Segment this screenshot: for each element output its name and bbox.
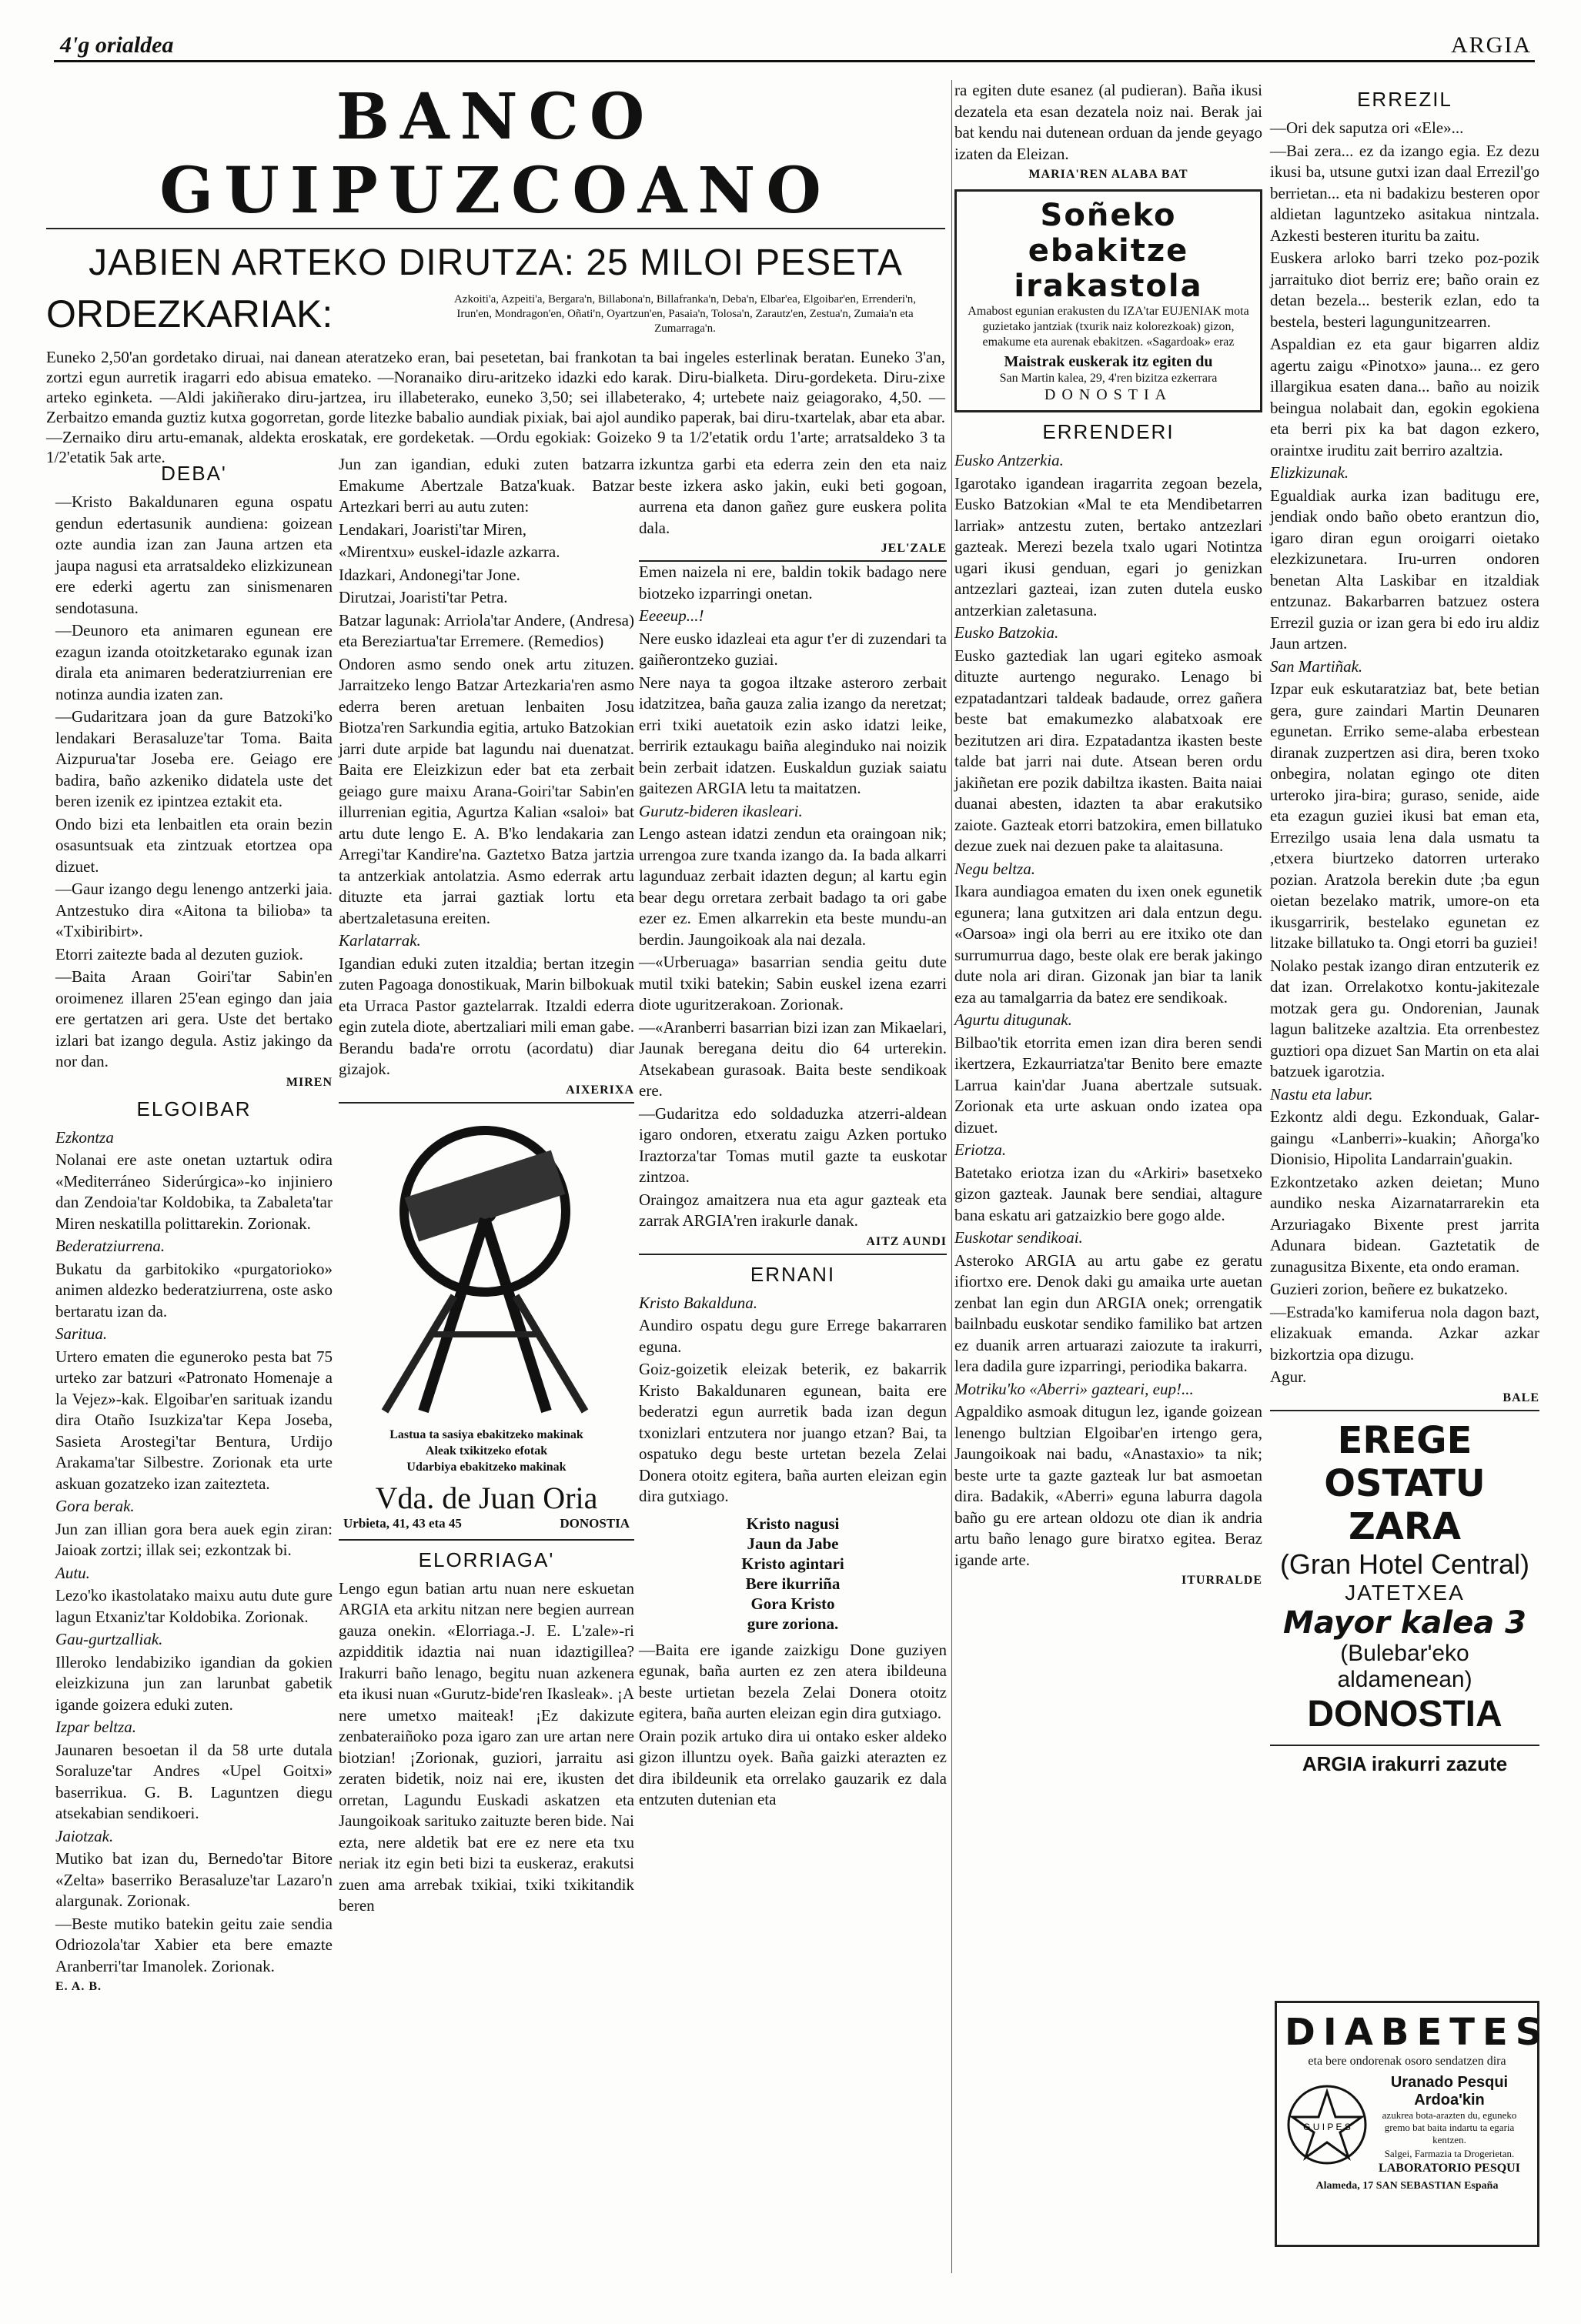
paragraph: Lendakari, Joaristi'tar Miren, [339, 519, 527, 539]
paragraph: Bilbao'tik etorrita emen izan dira beren sendi ikertzera, Ezkaurriatza'tar Benito bere emazte Larrua kain'dar Juana abertzale sutsuak. Zorionak eta urte askuan ondo izatea opa dizuet. [954, 1033, 1262, 1137]
subheading: Eusko Batzokia. [954, 623, 1059, 642]
paragraph: Izpar euk eskutaratziaz bat, bete betian gera, gure zaindari Martin Deunaren egunetan. Erriko seme-alaba erbestean diranak zuzpertzen asi dira, beren txoko onbegira, nolatan egingo ote diten urteroko jira-bira; guraso, senide, aide eta ezagun guziei ikusi bat eman eta, Errezilgo usaia lena dala usmatu ta ,etxera biurtzeko datorren urterako pozian. Aratzola berekin dute ;ba egun oietan bezelako matrik, umore-on eta ikusgarririk, bestelako egunetan ez litzake billatuko ta. Ongi etorri ba guziei! [1270, 680, 1539, 952]
chaff-cutter-image [339, 1104, 634, 1427]
argia-read: ARGIA irakurri zazute [1270, 1745, 1539, 1776]
hotel-street: Mayor kalea 3 [1283, 1604, 1526, 1641]
paragraph: Emen naizela ni ere, baldin tokik badago nere biotzeko izparringi onetan. [639, 563, 947, 603]
paragraph: Guzieri zorion, beñere ez bukatzeko. [1270, 1280, 1509, 1298]
paragraph: Ezkontz aldi degu. Ezkonduak, Galar-gaingu «Lanberri»-kuakin; Añorga'ko Dionisio, Hipolita Landarrain'guakin. [1270, 1107, 1539, 1168]
section-title-elgoibar: ELGOIBAR [136, 1097, 252, 1120]
column-2 [339, 454, 634, 2278]
section-title-errezil: ERREZIL [1357, 88, 1452, 111]
page-header [54, 29, 1535, 62]
page-number: 4'g orialdea [60, 32, 174, 58]
signature: MARIA'REN ALABA BAT [1028, 168, 1188, 181]
section-title-errenderi: ERRENDERI [1042, 420, 1175, 443]
ad-title: Soñeko ebakitze irakastola [1014, 198, 1203, 304]
paragraph: —Deunoro eta animaren egunean ere ezagun izanda otoitzketarako egunak izan dirala eta animaren bederatziurrenian ere notinza aundia izaten zan. [55, 621, 333, 703]
bank-advertisement [46, 80, 945, 466]
advertiser-address [339, 1516, 634, 1531]
ad-line: Udarbiya ebakitzeko makinak [406, 1460, 567, 1474]
signature: ITURRALDE [1181, 1574, 1262, 1587]
subheading: Nastu eta labur. [1270, 1084, 1373, 1104]
column-3 [639, 454, 947, 2278]
bank-capital: JABIEN ARTEKO DIRUTZA: 25 MILOI PESETA [89, 242, 903, 283]
subheading: Karlatarrak. [339, 931, 421, 950]
paragraph: Oraingoz amaitzera nua eta agur gazteak eta zarrak ARGIA'ren irakurle danak. [639, 1190, 947, 1230]
verse-line: Bere ikurriña [745, 1574, 841, 1593]
verse-line: Jaun da Jabe [747, 1534, 839, 1553]
paragraph: Lezo'ko ikastolatako maixu autu dute gure lagun Etxaniz'tar Koldobika. Zorionak. [55, 1586, 333, 1626]
paragraph: —Ori dek saputza ori «Ele»... [1270, 119, 1464, 137]
paragraph: Urtero ematen die eguneroko pesta bat 75 urteko zar batzuri «Patronato Homenaje a la Vejez»-kak. Elgoibar'en sarituak izandu dira Otaño Isuzkiza'tar Kepa Joseba, Sasieta Arostegi'tar Bentura, Urdijo Arakama'tar Silbestre. Zorionak eta urte askuan gozatzeko izan zaitezteta. [55, 1347, 333, 1493]
subheading: Gurutz-bideren ikasleari. [639, 801, 803, 820]
paragraph: Egualdiak aurka izan baditugu ere, jendiak ondo baño obeto erantzun dio, igaro diran egun oroigarri oietako elezkizunetara. Iru-urren ondoren benetan Alta Laskibar en itzaldiak entzunaz. Bakarbarren batzuez ostera Errezil guzia or izan gera bi edo iru aldiz Jaun artzen. [1270, 486, 1539, 653]
subheading: Motriku'ko «Aberri» gazteari, eup!... [954, 1379, 1194, 1398]
machine-ad-text [339, 1427, 634, 1475]
reps-towns: Azkoiti'a, Azpeiti'a, Bergara'n, Billabona'n, Billafranka'n, Deba'n, Elbar'ea, Elgoibar'en, Errenderi'n, Irun'en, Mondragon'en, Oñati'n, Oyartzun'en, Pasaia'n, Tolosa'n, Zarautz'en, Zestua'n, Zumaia'n eta Zumarraga'n. [453, 292, 917, 335]
diabetes-body [1285, 2074, 1529, 2175]
paragraph: Nere eusko idazleai eta agur t'er di zuzendari ta gaiñerontzeko guziai. [639, 629, 947, 669]
subheading: San Martiñak. [1270, 656, 1363, 676]
paragraph: Jun zan igandian, eduki zuten batzarra Emakume Abertzale Batza'kuak. Batzar Artezkari berri au autu zuten: [339, 455, 634, 516]
paragraph: Ezkontzetako azken deietan; Muno aundiko neska Aizarnatarrarekin eta Arzuriagako Bixente prest jarrita Adunara bidean. Gaztetatik de zunagusitza Bixente, eta ondo eraman. [1270, 1172, 1539, 1276]
bank-representatives [46, 292, 945, 336]
hotel-subtitle: (Gran Hotel Central) [1279, 1548, 1530, 1580]
divider [339, 1539, 634, 1541]
paragraph: —Gudaritza edo soldaduzka atzerri-aldean igaro ondoren, etxeratu zaigu Azken portuko Iraztorza'tar Tomas mutil gazte ta euskotar zintzoa. [639, 1104, 947, 1186]
subheading: Euskotar sendikoai. [954, 1228, 1083, 1247]
subheading: Bederatziurrena. [55, 1237, 165, 1255]
paragraph: Etorri zaitezte bada al dezuten guziok. [55, 944, 303, 963]
paragraph: —Kristo Bakaldunaren eguna ospatu gendun edertasunik aundiena: goizean ozte aundia izan zan Jauna artzen eta jaupa nagusi eta arratsaldeko elizkizunean ere ederki agertu zan sinismenaren sendotasuna. [55, 493, 333, 617]
subheading: Izpar beltza. [55, 1718, 136, 1736]
paragraph: Igarotako igandean iragarrita zegoan bezela, Eusko Batzokian «Mal te eta Mendibetarren larriak» antzestu zuten, bertako antzezlari gazteak. Merezi bezela txalo ugari Notintza ugari ikusi genduan, egari jo genizkan antzezlari gazteai, izan zuten dutela eusko antzerkian zaletasuna. [954, 473, 1262, 619]
verse-line: gure zoriona. [747, 1614, 839, 1633]
column-1 [55, 454, 333, 2278]
advertiser-name: Vda. de Juan Oria [375, 1480, 598, 1515]
paragraph: —«Urberuaga» basarrian sendia geitu dute mutil txiki batekin; Sabin euskel izena ezarri diote uguritzerakoan. Zorionak. [639, 953, 947, 1013]
paragraph: ra egiten dute esanez (al pudieran). Baña ikusi dezatela eta esan dezatela noiz nai. Berak jai bat kendu nai dutenean orduan da jende geyago izaten da Eleizan. [954, 81, 1262, 163]
section-title-elorriaga: ELORRIAGA' [418, 1548, 555, 1571]
divider [1270, 1410, 1539, 1411]
paragraph: —«Aranberri basarrian bizi izan zan Mikaelari, Jaunak beregana deitu dio 64 urterekin. Atsekabean gurasoak. Baita beste sendikoak ere. [639, 1017, 947, 1100]
paragraph: Aundiro ospatu degu gure Errege bakarraren eguna. [639, 1316, 947, 1356]
paragraph: —Estrada'ko kamiferua nola dagon bazt, elizakuak emanda. Azkar azkar bizkortzia opa dizugu. [1270, 1302, 1539, 1364]
diabetes-title: DIABETES [1285, 2011, 1550, 2054]
subheading: Gau-gurtzalliak. [55, 1630, 163, 1648]
column-5 [1270, 80, 1550, 2278]
paragraph: Orain pozik artuko dira ui ontako esker aldeko gizon illuntzu oyek. Baña gaizki aterazten ez dira ibildeunik eta orrelako gauzarik ez dala entzuten dutenian eta [639, 1726, 947, 1808]
subheading: Autu. [55, 1563, 90, 1582]
sewing-school-ad [954, 189, 1262, 412]
hotel-city: DONOSTIA [1307, 1693, 1502, 1735]
paragraph: Bukatu da garbitokiko «purgatorioko» animen aldezko bederatziurrena, oste asko bertaratu izan da. [55, 1259, 333, 1321]
product-name: Uranado Pesqui Ardoa'kin [1390, 2074, 1509, 2109]
subheading: Agurtu ditugunak. [954, 1010, 1072, 1029]
subheading: Elizkizunak. [1270, 463, 1349, 482]
paragraph: Ondoren asmo sendo onek artu zituzen. Jarraitzeko lengo Batzar Artezkaria'ren asmo ederra beren aretuan lenbaiten Josu Biotza'ren Sarkundia egitia, artuko Batzokian jarri dute arpide bat lagundu nai duenatzat. Baita ere Eleizkizun eder bat eta zerbait geiago gure maixu Arana-Goiri'tar Sabin'en illurrenian egitia, Agurtza Kalian «saloi» bat artu dute lengo E. A. B'ko lendakaria zan Arregi'tar Kandire'na. Gaztetxo Batza jartzia ta antzerkiak antolatzia. Asmo ederrak artu dituzte eta jarrai gaztiak lortu eta abertzaletasuna ereiten. [339, 654, 634, 927]
paragraph: Nolanai ere aste onetan uztartuk odira «Mediterráneo Siderúrgica»-ko injiniero dan Zendoia'tar Koldobika, ta Zabaleta'tar Miren neskatilla polittarekin. Zorionak. [55, 1150, 333, 1233]
paragraph: Batetako eriotza izan du «Arkiri» basetxeko gizon gazteak. Jaunak bere sendiai, altagure bana eskatu ari gatzaizkio bere gogo alde. [954, 1163, 1262, 1224]
reps-label: ORDEZKARIAK: [46, 292, 333, 336]
paragraph: Idazkari, Andonegi'tar Jone. [339, 565, 520, 584]
section-title-deba: DEBA' [161, 462, 227, 485]
paragraph: Dirutzai, Joaristi'tar Petra. [339, 588, 508, 606]
product-sale: Salgei, Farmazia ta Drogerietan. [1384, 2148, 1515, 2159]
paragraph: Illeroko lendabiziko igandian da gokien eleizkizuna jun zan larunbat gabetik igande goizera eduki zuten. [55, 1652, 333, 1714]
paragraph: Goiz-goizetik eleizak beterik, ez bakarrik Kristo Bakaldunaren egunean, baita ere bederatzi egun aurretik bada izan degun txonizlari entzutera nor juango etzan? Bai, ta ospatuko degu beste urtetan bezela Zelai Donera otoitz egitera, baña aurten eleizan egin dira gutxiago. [639, 1360, 947, 1505]
column-divider [951, 80, 952, 2273]
product-desc: azukrea bota-arazten du, eguneko gremo bat baita indartu ta egaria kentzen. [1382, 2109, 1517, 2145]
paragraph: Igandian eduki zuten itzaldia; bertan itzegin zuten Pagoaga donostikuak, Marin bilbokuak eta Urraca Pastor gaztelarrak. Itzaldi ederra egin zutela diote, abertzaliari mili eman gabe. Berandu bada're orrotu (acordatu) diar gizajok. [339, 953, 634, 1078]
diabetes-address: Alameda, 17 SAN SEBASTIAN España [1315, 2180, 1499, 2192]
star-logo-icon [1285, 2082, 1369, 2167]
column-4 [954, 80, 1262, 2278]
hotel-jatetxea: JATETXEA [1345, 1580, 1465, 1604]
signature: BALE [1502, 1391, 1539, 1404]
subheading: Negu beltza. [954, 859, 1035, 878]
paragraph: Aspaldian ez eta gaur bigarren aldiz agertu zaigu «Pinotxo» jauna... ez gero illargikua esaten dana... baño au noizik beingua nolabait dan, egokin egokiena eta berri pix ka bat dagon ezkero, oraintxe iruditu zait berriro azaltzia. [1270, 335, 1539, 459]
paragraph: Ikara aundiagoa ematen du ixen onek egunetik egunera; lana gutxitzen ari dala entzun degu. «Oarsoa» ingi ola berri au ere itxiko ote dan surrumurrua dago, beste olak ere berak jakingo dute nola ari diran. Gizonak jan biar ta lanik eza au tamalgarria da batez ere sendikoak. [954, 882, 1262, 1007]
verse-line: Kristo nagusi [746, 1514, 840, 1533]
paragraph: —Gaur izango degu lenengo antzerki jaia. Antzestuko dira «Aitona ta bilioba» ta «Txibiribirt». [55, 880, 333, 940]
paragraph: Jaunaren besoetan il da 58 urte dutala Soraluze'tar Andres «Upel Goitxi» baserrikua. G. B. Laguntzen diegu atsekabian sendikoeri. [55, 1740, 333, 1822]
subheading: Gora berak. [55, 1497, 135, 1515]
hotel-note: (Bulebar'eko aldamenean) [1337, 1640, 1472, 1692]
paragraph: «Mirentxu» euskel-idazle azkarra. [339, 543, 560, 561]
subheading: Saritua. [55, 1324, 108, 1343]
subheading: Jaiotzak. [55, 1826, 114, 1845]
laboratory: LABORATORIO PESQUI [1379, 2162, 1520, 2175]
bank-title: BANCO GUIPUZCOANO [46, 80, 945, 229]
paragraph: Batzar lagunak: Arriola'tar Andere, (Andresa) eta Bereziartua'tar Erremere. (Remedios) [339, 610, 634, 650]
paragraph: Agpaldiko asmoak ditugun lez, igande goizean lenengo bultzian Elgoibar'en irtengo gera, Jaungoikoak nai badu, «Anastaxio» ta nik; beste urte ta gazte gazteak lur bat asmoetan dira. Badakik, «Aberri» eguna laburra dagola baño gu ere artean oldozu ote dian ik andria artu baño lenago gure biratxo egitea. Beraz igande arte. [954, 1402, 1262, 1569]
masthead-argia: ARGIA [1451, 32, 1532, 58]
deba-article [55, 492, 333, 1073]
paragraph: —Beste mutiko batekin geitu zaie sendia Odriozola'tar Xabier eta bere emazte Aranberri'tar Imanolek. Zorionak. [55, 1914, 333, 1975]
diabetes-line: eta bere ondorenak osoro sendatzen dira [1308, 2055, 1506, 2068]
paragraph: Mutiko bat izan du, Bernedo'tar Bitore «Zelta» baserriko Berasaluze'tar Lazaro'n alargunak. Zorionak. [55, 1849, 333, 1910]
subheading: Eusko Antzerkia. [954, 451, 1064, 469]
paragraph: Agur. [1270, 1367, 1307, 1386]
paragraph: Asteroko ARGIA au artu gabe ez geratu ifiortxo ere. Denok daki gu amaika urte auetan zenbat lan egin dun ARGIA onek; orrengatik bailnbadu euskotar sendiko familiko bat artzen ez duanik arren artuarazi zaiozute ta irakurri, lera dadila gure izparringi, periodika bakarra. [954, 1250, 1262, 1375]
ad-line: Lastua ta sasiya ebakitzeko makinak [389, 1427, 583, 1441]
verse-line: Gora Kristo [750, 1594, 835, 1613]
signature: AITZ AUNDI [866, 1234, 947, 1248]
paragraph: Jun zan illian gora bera auek egin ziran: Jaioak zortzi; illak sei; ezkontzak bi. [55, 1519, 333, 1559]
signature: JEL'ZALE [881, 542, 947, 555]
paragraph: izkuntza garbi eta ederra zein den eta naiz beste izkera asko jakin, euki beti gogoan, aurrena eta danon gañez gure euskera polita dala. [639, 455, 947, 537]
paragraph: —Gudaritzara joan da gure Batzoki'ko lendakari Berasaluze'tar Toma. Baita Aizpurua'tar Joseba ere. Geiago ere badira, baño azkeniko didatela uste det beren izenik ez ipintzea eztakit eta. [55, 707, 333, 810]
ad-note: Maistrak euskerak itz egiten du [1004, 353, 1213, 370]
elgoibar-article [55, 1127, 333, 1978]
signature: E. A. B. [55, 1980, 102, 1993]
hotel-title: EREGE OSTATU ZARA [1324, 1418, 1486, 1548]
verse [639, 1514, 947, 1634]
ad-line: Aleak txikitzeko efotak [425, 1444, 548, 1458]
paragraph: Eeeeup...! [639, 606, 704, 625]
diabetes-ad [1275, 2001, 1550, 2247]
paragraph: Ondo bizi eta lenbaitlen eta orain bezin osasuntsuak eta zintzuak etortzea opa dizuet. [55, 814, 333, 876]
subheading: Kristo Bakalduna. [639, 1293, 758, 1312]
hotel-ad [1270, 1419, 1539, 1776]
paragraph: Nere naya ta gogoa iltzake asteroro zerbait idatzitzea, baña gauza zalia izango da neretzat; erri txiki auetatoik ezin asko idatzi leike, berririk eztaukagu baiña aleginduko nai noizik bein zerbait idatzen. Euskaldun guziak saiatu gaitezen ARGIA letu ta maitatzen. [639, 673, 947, 797]
machine-illustration [339, 1104, 634, 1427]
ad-address: San Martin kalea, 29, 4'ren bizitza ezkerrara [999, 372, 1218, 385]
section-title-ernani: ERNANI [750, 1262, 836, 1286]
paragraph: Nolako pestak izango diran entzuterik ez dat izan. Orrelakotxo kontu-jakitezale motzak gera gu. Ondorenian, Jaunak lagun balitzeke azaltzia. Eta orrenbestez guztiori opa dizuet San Martin on eta alai batzuek igarotzia. [1270, 956, 1539, 1080]
subheading: Ezkontza [55, 1127, 114, 1147]
paragraph: —Baita Araan Goiri'tar Sabin'en oroimenez illaren 25'ean egingo dan jaia ere gertatzen ari gera. Uste det bertako izlari bat izango degula. Astiz jakingo da nor dan. [55, 967, 333, 1070]
paragraph: Eusko gaztediak lan ugari egiteko asmoak dituzte aurtengo negurako. Lenago bi ezpatadantzari taldeak badaude, orrez gañera beste bat emakumezko alabatxoak ere bezitutzen ari dira. Ezpatadantza ikasten beste talde bat jarri nai dute. Atsean beren ordu jakiñetan ere pozik dabiltza ikasten. Baita naiai duanai abesten, idazten ta abar erakutsiko zaiote. Gazteak etorri batzokira, emen billatuko dezue zuek nai dezuen pake ta alaitasuna. [954, 646, 1262, 855]
bank-body: Euneko 2,50'an gordetako diruai, nai danean ateratzeko eran, bai pesetetan, bai frankotan ta bai ingeles esterlinak beratan. Euneko 3'an, zortzi egun aurretik iragarri edo abisua emateko. —Noranaiko diru-aritzeko idazki edo karak. Diru-bialketa. Diru-gordeketa. Diru-zixe arteko eginketa. —Aldi jakiñerako diru-jartzea, iru illabeterako, euneko 3,50; sei illabeterako, 4; urtebete naiz geiagorako, 4,50. —Zerbaitzo emanda guztiz kutxa gogorretan, gorde litezke babalio aundiak pixiak, bai ajol aundiko paperak, bai diru-txartelak, abar eta abar. —Zernaiko diru artu-emanak, aldekta eroskatak, ere gordeketak. —Ordu egokiak: Goizeko 9 ta 1/2'etatik ordu 1'arte; arratsaldeko 3 ta 1/2'etatik 5ak arte. [46, 348, 945, 466]
address: Urbieta, 41, 43 eta 45 [343, 1515, 462, 1531]
divider [639, 1254, 947, 1255]
paragraph: —Baita ere igande zaizkigu Done guziyen egunak, baña aurten ez zen atera ibildeuna beste urtietan bezela Zelai Donera otoitz egitera, baña aurten eleizan egin dira gutxiago. [639, 1640, 947, 1722]
diabetes-text [1369, 2074, 1529, 2175]
city: DONOSTIA [560, 1515, 630, 1531]
logo-letters: G U I P E S [1303, 2122, 1351, 2132]
ad-city: DONOSTIA [1044, 386, 1173, 403]
paragraph: —Bai zera... ez da izango egia. Ez dezu ikusi ba, utsune gutxi izan daal Errezil'go berrietan... eta ni badakizu besteren opor aldietan laguntzeko asitakua nintzala. Azkesti besteren ituritu ba zaitu. [1270, 141, 1539, 245]
paragraph: Lengo egun batian artu nuan nere eskuetan ARGIA eta arkitu nitzan nere begien aurrean gauza onekin. «Elorriaga.-J. E. L'zale»-ri azpidditik idaztia nai nuan idaztigillea? Irakurri baño lenago, begitu nuan azkenera eta ikusi nuan «Gurutz-bide'ren Ikasleak». ¡A nere umetxo maiteak! ¡Ez dakizute zenbateraiñoko poza igaro zan ure artan nere biotzian! ¡Zorionak, guziori, jarraitu asi zeraten bidetik, noiz nai ere, ikusten det orretan, Lagundu Euskadi askatzen eta Jaungoikoak sarituko zaituzte beren bide. Nai ezta, nere aldetik bat ere ez nere eta txu neriak itz egin beti bizi ta euskeraz, erakutsi zuen ama arrebak txikiai, txiki txikitandik beren [339, 1578, 634, 1915]
signature: MIREN [286, 1075, 333, 1089]
paragraph: Lengo astean idatzi zendun eta oraingoan nik; urrengoa zure txanda izango da. Ia bada alkarri lagunduaz zerbait idazten degun; al kartu egin bear degu orretara zerbait badago ta ori gabe ezer ez. Emen alkarrekin eta beste mundu-an berdin. Jaungoikoak ala nai dezala. [639, 824, 947, 949]
ad-text: Amabost egunian erakusten du IZA'tar EUJENIAK mota guzietako jantziak (txurik naiz kolorezkoak) gizon, emakume eta aurenak ebakitzen. «Sagardoak» eraz [968, 305, 1249, 349]
subheading: Eriotza. [954, 1140, 1007, 1159]
verse-line: Kristo agintari [741, 1554, 844, 1573]
signature: AIXERIXA [566, 1083, 634, 1097]
paragraph: Euskera arloko barri tzeko poz-pozik jarraituko diot berriz ere; baño orain ez detan bezela... besterik ezlan, edo ta bestela, besteri lagungunitzearren. [1270, 249, 1539, 331]
